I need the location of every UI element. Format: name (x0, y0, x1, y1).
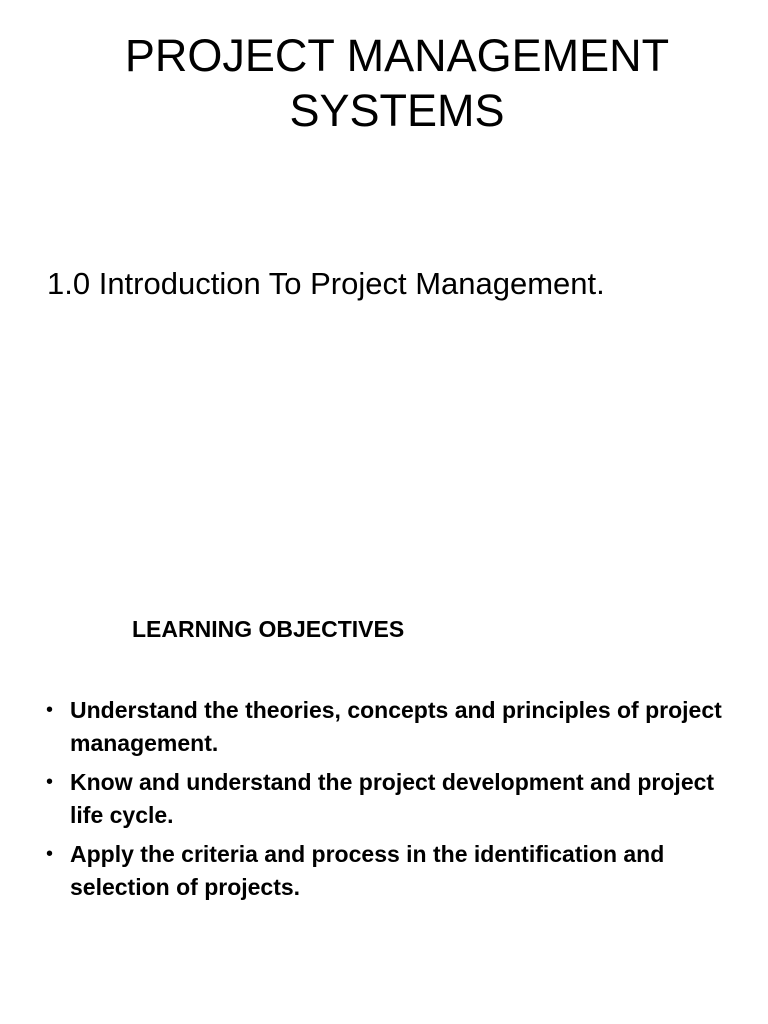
document-title-line-2: SYSTEMS (289, 85, 505, 136)
bullet-icon: • (46, 699, 54, 721)
learning-objective-item (46, 694, 746, 760)
learning-objectives-list (46, 694, 746, 910)
learning-objective-text: Know and understand the project development and project life cycle. (70, 769, 715, 828)
learning-objectives-heading: LEARNING OBJECTIVES (132, 616, 405, 642)
document-title (0, 28, 768, 138)
bullet-icon: • (46, 771, 54, 793)
learning-objective-item (46, 766, 746, 832)
learning-objective-item (46, 838, 746, 904)
learning-objective-text: Understand the theories, concepts and principles of project management. (70, 697, 722, 756)
document-title-line-1: PROJECT MANAGEMENT (124, 30, 670, 81)
bullet-icon: • (46, 843, 54, 865)
section-heading: 1.0 Introduction To Project Management. (47, 266, 605, 301)
learning-objective-text: Apply the criteria and process in the identification and selection of projects. (70, 841, 665, 900)
